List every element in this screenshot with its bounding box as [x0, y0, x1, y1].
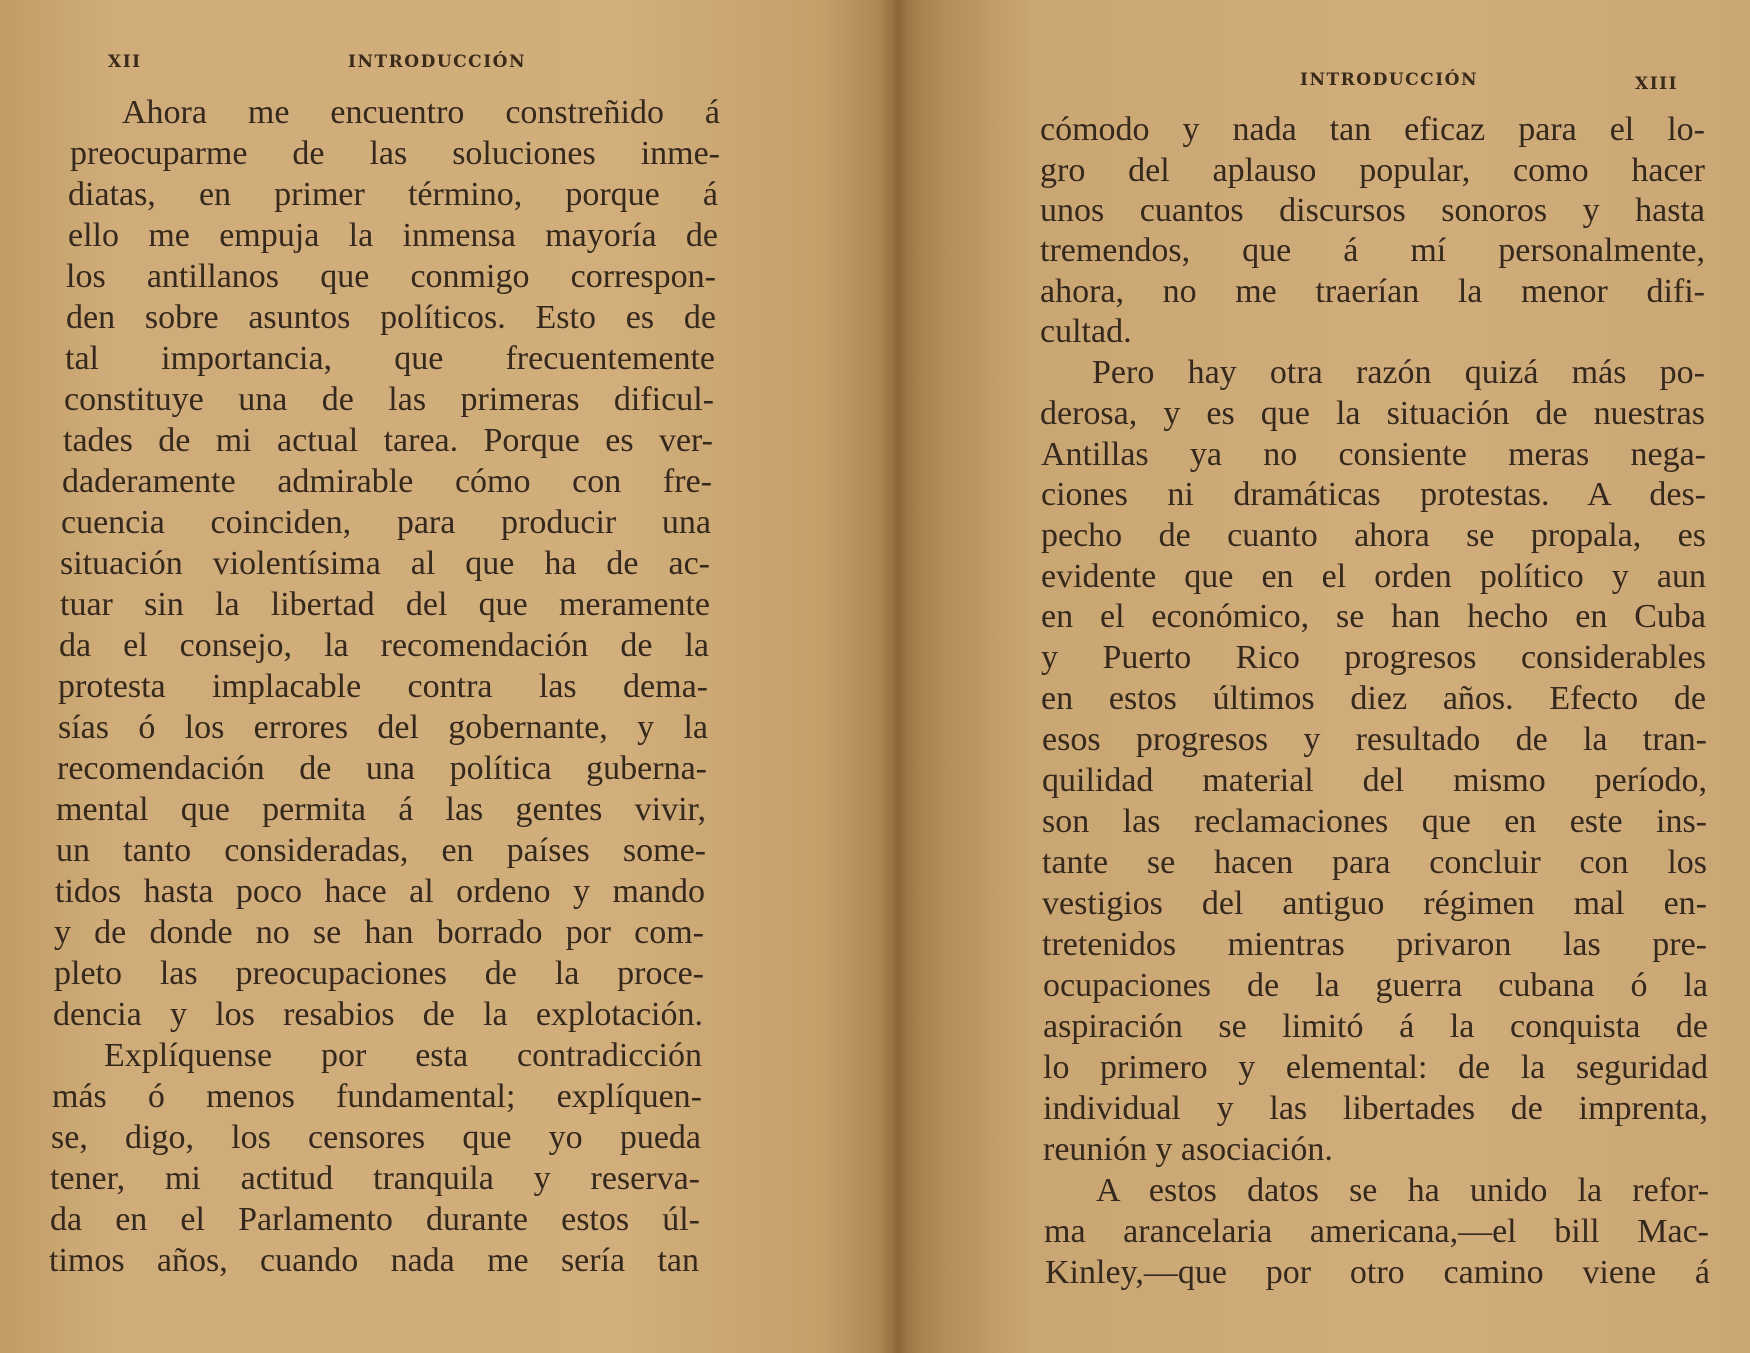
left-line-23: dencia y los resabios de la explotación. [53, 996, 703, 1033]
right-line-8: derosa, y es que la situación de nuestras [1040, 395, 1705, 432]
right-line-10: ciones ni dramáticas protestas. A des- [1041, 476, 1706, 513]
left-line-24: Explíquense por esta contradicción [104, 1037, 702, 1074]
left-line-26: se, digo, los censores que yo pueda [51, 1119, 701, 1156]
left-line-29: timos años, cuando nada me sería tan [49, 1242, 699, 1279]
right-line-22: ocupaciones de la guerra cubana ó la [1043, 967, 1708, 1004]
right-page-number: XIII [1635, 74, 1679, 94]
left-line-27: tener, mi actitud tranquila y reserva- [50, 1160, 700, 1197]
right-line-25: individual y las libertades de imprenta, [1043, 1090, 1708, 1127]
left-line-1: Ahora me encuentro constreñido á [122, 94, 720, 131]
right-page [895, 0, 1750, 1353]
right-line-13: en el económico, se han hecho en Cuba [1041, 598, 1706, 635]
right-line-7: Pero hay otra razón quizá más po- [1092, 354, 1705, 391]
right-line-16: esos progresos y resultado de la tran- [1042, 721, 1707, 758]
right-line-3: unos cuantos discursos sonoros y hasta [1040, 192, 1705, 229]
left-line-8: constituye una de las primeras dificul- [64, 381, 714, 418]
right-line-18: son las reclamaciones que en este ins- [1042, 803, 1707, 840]
left-line-15: protesta implacable contra las dema- [58, 668, 708, 705]
left-line-2: preocuparme de las soluciones inme- [70, 135, 720, 172]
right-line-14: y Puerto Rico progresos considerables [1041, 639, 1706, 676]
right-line-20: vestigios del antiguo régimen mal en- [1042, 885, 1707, 922]
right-line-4: tremendos, que á mí personalmente, [1040, 232, 1705, 269]
right-line-12: evidente que en el orden político y aun [1041, 558, 1706, 595]
left-line-13: tuar sin la libertad del que meramente [60, 586, 710, 623]
right-line-19: tante se hacen para concluir con los [1042, 844, 1707, 881]
right-line-28: ma arancelaria americana,—el bill Mac- [1044, 1213, 1709, 1250]
right-line-26: reunión y asociación. [1043, 1131, 1333, 1168]
left-line-11: cuencia coinciden, para producir una [61, 504, 711, 541]
right-line-21: tretenidos mientras privaron las pre- [1042, 926, 1707, 963]
left-line-22: pleto las preocupaciones de la proce- [54, 955, 704, 992]
left-line-18: mental que permita á las gentes vivir, [56, 791, 706, 828]
right-line-15: en estos últimos diez años. Efecto de [1041, 680, 1706, 717]
right-line-9: Antillas ya no consiente meras nega- [1041, 436, 1706, 473]
right-line-27: A estos datos se ha unido la refor- [1096, 1172, 1709, 1209]
right-line-1: cómodo y nada tan eficaz para el lo- [1040, 111, 1705, 148]
right-line-23: aspiración se limitó á la conquista de [1043, 1008, 1708, 1045]
left-line-17: recomendación de una política guberna- [57, 750, 707, 787]
left-line-9: tades de mi actual tarea. Porque es ver- [63, 422, 713, 459]
left-line-28: da en el Parlamento durante estos úl- [50, 1201, 700, 1238]
right-line-29: Kinley,—que por otro camino viene á [1045, 1254, 1710, 1291]
left-page-number: XII [108, 52, 142, 72]
left-line-12: situación violentísima al que ha de ac- [60, 545, 710, 582]
right-line-17: quilidad material del mismo período, [1042, 762, 1707, 799]
left-line-4: ello me empuja la inmensa mayoría de [68, 217, 718, 254]
left-line-20: tidos hasta poco hace al ordeno y mando [55, 873, 705, 910]
book-gutter [880, 0, 920, 1353]
left-line-25: más ó menos fundamental; explíquen- [52, 1078, 702, 1115]
right-line-24: lo primero y elemental: de la seguridad [1043, 1049, 1708, 1086]
right-line-11: pecho de cuanto ahora se propala, es [1041, 517, 1706, 554]
left-line-6: den sobre asuntos políticos. Esto es de [66, 299, 716, 336]
right-line-5: ahora, no me traerían la menor difi- [1040, 273, 1705, 310]
right-line-6: cultad. [1040, 313, 1132, 350]
left-line-16: sías ó los errores del gobernante, y la [58, 709, 708, 746]
left-line-19: un tanto consideradas, en países some- [56, 832, 706, 869]
right-line-2: gro del aplauso popular, como hacer [1040, 152, 1705, 189]
left-line-10: daderamente admirable cómo con fre- [62, 463, 712, 500]
left-line-21: y de donde no se han borrado por com- [54, 914, 704, 951]
left-line-14: da el consejo, la recomendación de la [59, 627, 709, 664]
right-running-head: INTRODUCCIÓN [1300, 70, 1479, 90]
left-line-3: diatas, en primer término, porque á [68, 176, 718, 213]
left-running-head: INTRODUCCIÓN [348, 52, 527, 72]
left-line-5: los antillanos que conmigo correspon- [66, 258, 716, 295]
left-line-7: tal importancia, que frecuentemente [65, 340, 715, 377]
